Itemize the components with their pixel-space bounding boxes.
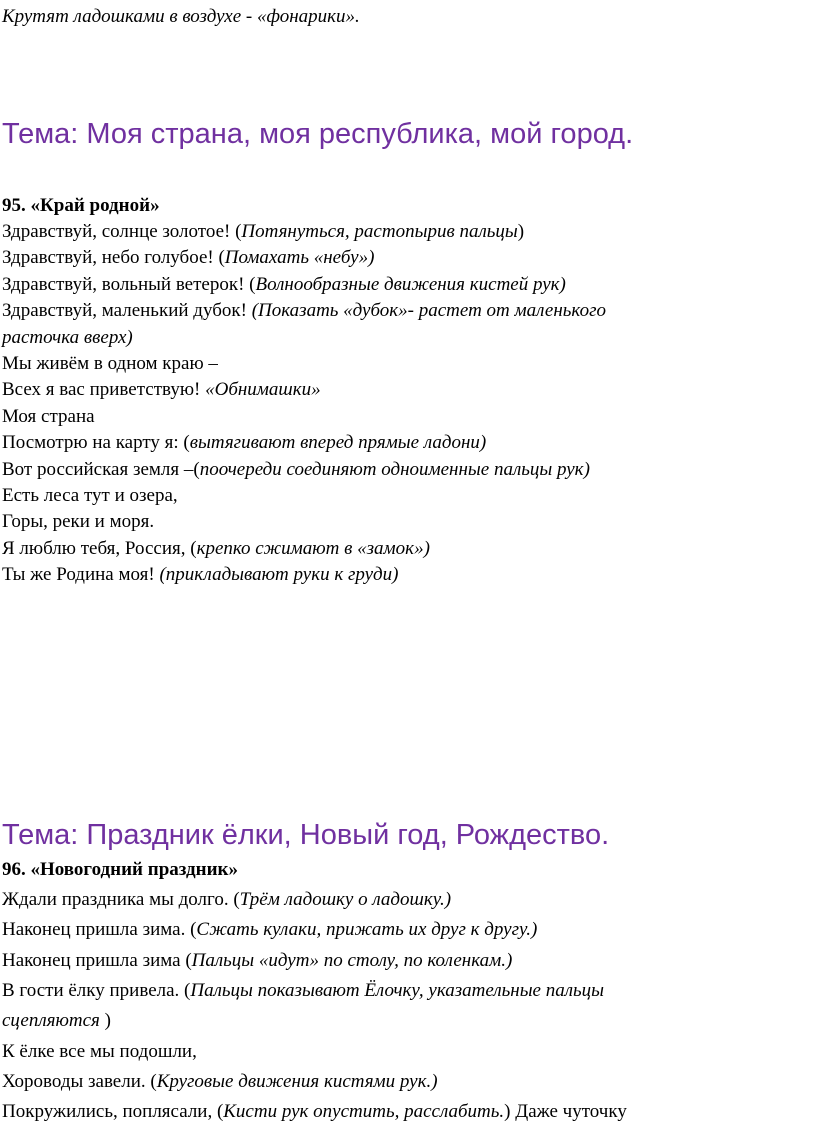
verse-text: Моя страна [2,405,95,427]
verse-text: Ты же Родина моя! [2,564,160,586]
verse-text: ) Даже чуточку [504,1101,627,1123]
instruction-text: «Обнимашки» [205,379,321,401]
instruction-text: сцепляются [2,1010,100,1032]
instruction-text: (Показать «дубок»- растет от маленького [251,300,606,322]
verse-text: Я люблю тебя, Россия, ( [2,537,197,559]
instruction-text: поочереди соединяют одноименные пальцы рук) [199,458,590,480]
instruction-text: Круговые движения кистями рук.) [156,1070,438,1092]
section2-line [2,919,537,941]
section1-line [2,353,218,375]
section1-line [2,459,590,481]
instruction-text: Потянуться, растопырив пальцы [241,221,518,242]
section1-heading: Тема: Моя страна, моя республика, мой город. [2,118,634,150]
section1-line [2,221,524,243]
section2-line [2,1010,111,1032]
instruction-text: расточка вверх) [2,326,133,348]
section1-line [2,327,133,349]
verse-text: Посмотрю на карту я: ( [2,432,190,454]
instruction-text: Трём ладошку о ладошку.) [239,889,452,910]
verse-text: Здравствуй, небо голубое! ( [2,247,225,269]
instruction-text: (прикладывают руки к груди) [159,564,399,586]
section1-line [2,432,486,454]
verse-text: Мы живём в одном краю – [2,353,218,374]
verse-text: Ждали праздника мы долго. ( [2,889,240,910]
section2-line [2,980,604,1002]
verse-text: ) [517,221,525,242]
instruction-text: вытягивают вперед прямые ладони) [189,432,487,454]
section2-line [2,950,512,972]
instruction-text: Пальцы «идут» по столу, по коленкам.) [191,949,513,971]
section1-line [2,379,321,401]
verse-text: Горы, реки и моря. [2,511,155,533]
section2-heading: Тема: Праздник ёлки, Новый год, Рождество. [2,819,610,851]
section1-line [2,300,606,322]
verse-text: Здравствуй, солнце золотое! ( [2,221,242,242]
section1-line [2,511,154,533]
section1-line [2,247,374,269]
verse-text: ) [99,1010,111,1032]
section1-title: 95. «Край родной» [2,195,160,216]
verse-text: Есть леса тут и озера, [2,485,178,506]
instruction-text: Волнообразные движения кистей рук) [255,273,566,295]
section1-line [2,564,398,586]
section2-line [2,1071,438,1093]
verse-text: Всех я вас приветствую! [2,379,206,401]
verse-text: Хороводы завели. ( [2,1070,157,1092]
section2-line [2,1101,627,1123]
section2-line [2,889,451,911]
section1-line [2,274,566,296]
verse-text: Здравствуй, вольный ветерок! ( [2,273,256,295]
verse-text: Покружились, поплясали, ( [2,1101,224,1123]
instruction-text: Сжать кулаки, прижать их друг к другу.) [196,919,538,941]
verse-text: Вот российская земля –( [2,458,200,480]
section1-line [2,538,430,560]
instruction-text: Пальцы показывают Ёлочку, указательные пальцы [190,979,605,1001]
instruction-text: Помахать «небу») [224,247,375,269]
verse-text: Наконец пришла зима. ( [2,919,197,941]
section2-title: 96. «Новогодний праздник» [2,859,239,880]
instruction-text: Кисти рук опустить, расслабить. [223,1101,505,1123]
section1-line [2,485,178,507]
section2-line [2,1041,197,1063]
verse-text: К ёлке все мы подошли, [2,1040,197,1062]
section1-line [2,406,95,428]
verse-text: Здравствуй, маленький дубок! [2,300,252,322]
intro-line: Крутят ладошками в воздухе - «фонарики». [2,6,360,27]
instruction-text: крепко сжимают в «замок») [196,537,430,559]
verse-text: В гости ёлку привела. ( [2,979,191,1001]
verse-text: Наконец пришла зима ( [2,949,192,971]
